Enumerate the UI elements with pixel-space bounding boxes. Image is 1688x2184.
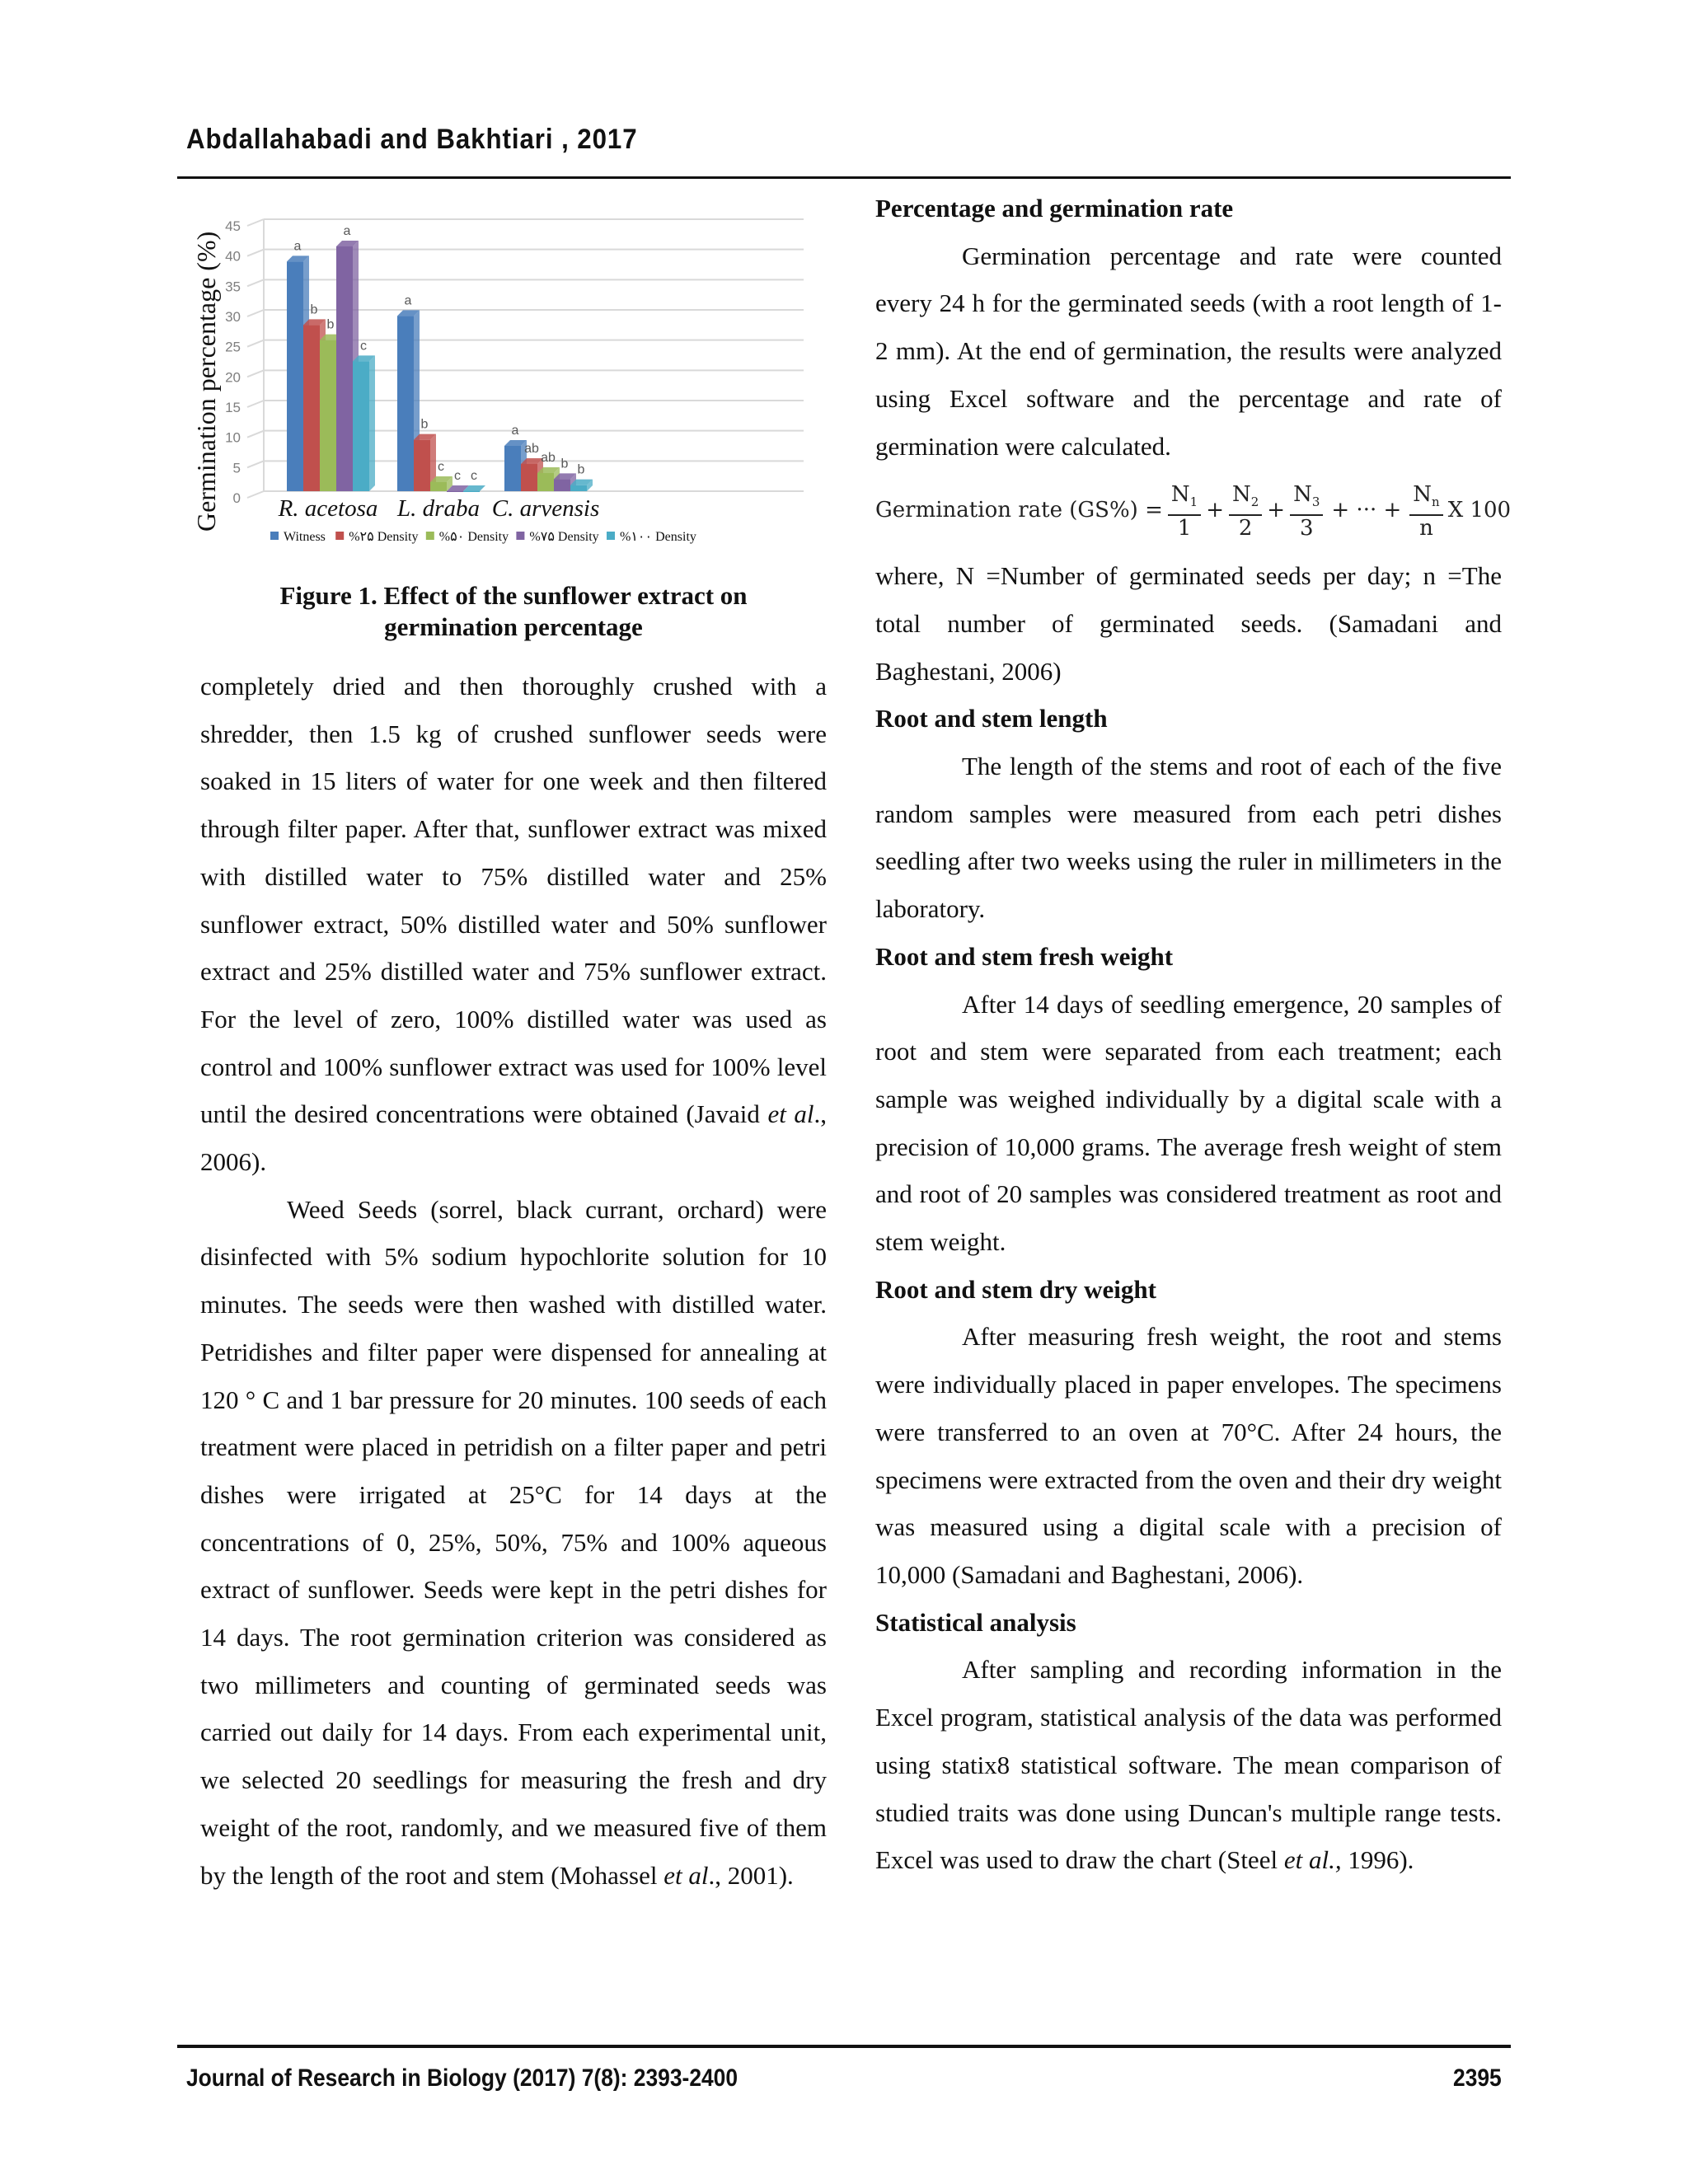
left-column [200, 663, 827, 1899]
paragraph-root-stem-length: The length of the stems and root of each of the five random samples were measured from each petri dishes seedling after two weeks using the ruler in millimeters in the laboratory. [875, 752, 1502, 924]
svg-text:a: a [511, 424, 519, 438]
paragraph-statistical-analysis: After sampling and recording information in the Excel program, statistical analysis of the data was performed using statix8 statistical software. The mean comparison of studied traits was done using Duncan's multiple range tests. Excel was used to draw the chart (Steel et al., 1996). [875, 1655, 1502, 1875]
svg-text:L. draba: L. draba [397, 495, 480, 522]
paragraph-dry-weight: After measuring fresh weight, the root and stems were individually placed in paper envelopes. The specimens were transferred to an oven at 70°C. After 24 hours, the specimens were extracted from the oven and their dry weight was measured using a digital scale with a precision of 10,000 (Samadani and Baghestani, 2006). [875, 1322, 1502, 1589]
fraction-1: $\frac{N_1}{1}$ [1168, 482, 1201, 541]
svg-text:c: c [360, 339, 367, 354]
svg-text:%۱۰۰ Density: %۱۰۰ Density [620, 530, 696, 544]
right-column [875, 185, 1512, 1884]
svg-text:0: 0 [232, 490, 241, 506]
svg-text:R. acetosa: R. acetosa [278, 495, 378, 522]
paragraph-formula-legend: where, N =Number of germinated seeds per day; n =The total number of germinated seeds. (Samadani and Baghestani, 2006) [875, 561, 1502, 686]
svg-text:40: 40 [225, 248, 241, 265]
svg-text:25: 25 [225, 339, 241, 355]
germination-bar-chart [214, 206, 824, 560]
svg-text:b: b [577, 462, 585, 477]
svg-text:ab: ab [524, 442, 539, 456]
svg-text:a: a [404, 293, 412, 308]
paragraph-germination-rate: Germination percentage and rate were counted every 24 h for the germinated seeds (with a root length of 1-2 mm). At the end of germination, the results were analyzed using Excel software and the percentage and rate of germination were calculated. [875, 241, 1502, 461]
svg-text:c: c [471, 469, 477, 483]
svg-text:10: 10 [225, 429, 241, 446]
svg-text:b: b [420, 417, 429, 432]
journal-citation: Journal of Research in Biology (2017) 7(8): 2393-2400 [186, 2064, 738, 2092]
fraction-n: $\frac{N_n}{n}$ [1409, 482, 1442, 541]
running-header: Abdallahabadi and Bakhtiari , 2017 [186, 124, 638, 155]
svg-text:ab: ab [541, 451, 556, 465]
svg-text:b: b [560, 457, 569, 471]
svg-text:%۲۵ Density: %۲۵ Density [349, 530, 419, 544]
chart-y-axis-label: Germination percentage (%) [191, 231, 221, 532]
svg-text:b: b [326, 317, 335, 332]
paragraph-extract-prep: completely dried and then thoroughly crushed with a shredder, then 1.5 kg of crushed sunflower seeds were soaked in 15 liters of water for one week and then filtered through filter paper. After that, sunflower extract was mixed with distilled water to 75% distilled water and 25% sunflower extract, 50% distilled water and 50% sunflower extract and 25% distilled water and 75% sunflower extract. For the level of zero, 100% distilled water was used as control and 100% sunflower extract was used for 100% level until the desired concentrations were obtained (Javaid et al., 2006). [200, 672, 827, 1177]
heading-germination-rate: Percentage and germination rate [875, 194, 1234, 223]
fraction-2: $\frac{N_2}{2}$ [1229, 482, 1262, 541]
paragraph-fresh-weight: After 14 days of seedling emergence, 20 samples of root and stem were separated from each treatment; each sample was weighed individually by a digital scale with a precision of 10,000 grams. The average fresh weight of stem and root of 20 samples was considered treatment as root and stem weight. [875, 989, 1502, 1257]
germination-rate-formula: Germination rate (GS%) = $\frac{N_1}{1}$ + $\frac{N_2}{2}$ + $\frac{N_3}{3}$ + ··· + $\frac{N_n}{n}$ X 100 [875, 481, 1512, 541]
svg-text:20: 20 [225, 369, 241, 386]
heading-root-stem-length: Root and stem length [875, 704, 1108, 733]
svg-text:b: b [310, 302, 318, 317]
header-rule [177, 176, 1511, 179]
svg-text:a: a [343, 224, 351, 238]
svg-text:%۵۰ Density: %۵۰ Density [438, 530, 509, 544]
svg-text:a: a [293, 239, 302, 254]
svg-text:30: 30 [225, 309, 241, 325]
svg-text:5: 5 [232, 460, 241, 476]
svg-text:Witness: Witness [284, 530, 326, 544]
figure-caption: Figure 1. Effect of the sunflower extract on germination percentage [279, 581, 748, 641]
paragraph-weed-seeds: Weed Seeds (sorrel, black currant, orchard) were disinfected with 5% sodium hypochlorite solution for 10 minutes. The seeds were then washed with distilled water. Petridishes and filter paper were dispensed for annealing at 120 ° C and 1 bar pressure for 20 minutes. 100 seeds of each treatment were placed in petridish on a filter paper and petri dishes were irrigated at 25°C for 14 days at the concentrations of 0, 25%, 50%, 75% and 100% aqueous extract of sunflower. Seeds were kept in the petri dishes for 14 days. The root germination criterion was considered as two millimeters and counting of germinated seeds was carried out daily for 14 days. From each experimental unit, we selected 20 seedlings for measuring the fresh and dry weight of the root, randomly, and we measured five of them by the length of the root and stem (Mohassel et al., 2001). [200, 1194, 827, 1890]
page-number: 2395 [1453, 2064, 1502, 2092]
svg-text:c: c [438, 460, 444, 474]
svg-text:35: 35 [225, 279, 241, 295]
svg-text:%۷۵ Density: %۷۵ Density [529, 530, 599, 544]
footer-rule [177, 2045, 1511, 2048]
fraction-3: $\frac{N_3}{3}$ [1290, 482, 1323, 541]
svg-text:15: 15 [225, 400, 241, 415]
svg-text:C. arvensis: C. arvensis [491, 495, 600, 522]
heading-statistical-analysis: Statistical analysis [875, 1607, 1076, 1637]
svg-text:45: 45 [225, 218, 241, 234]
heading-dry-weight: Root and stem dry weight [875, 1274, 1156, 1304]
svg-text:c: c [454, 469, 461, 483]
heading-fresh-weight: Root and stem fresh weight [875, 941, 1174, 971]
